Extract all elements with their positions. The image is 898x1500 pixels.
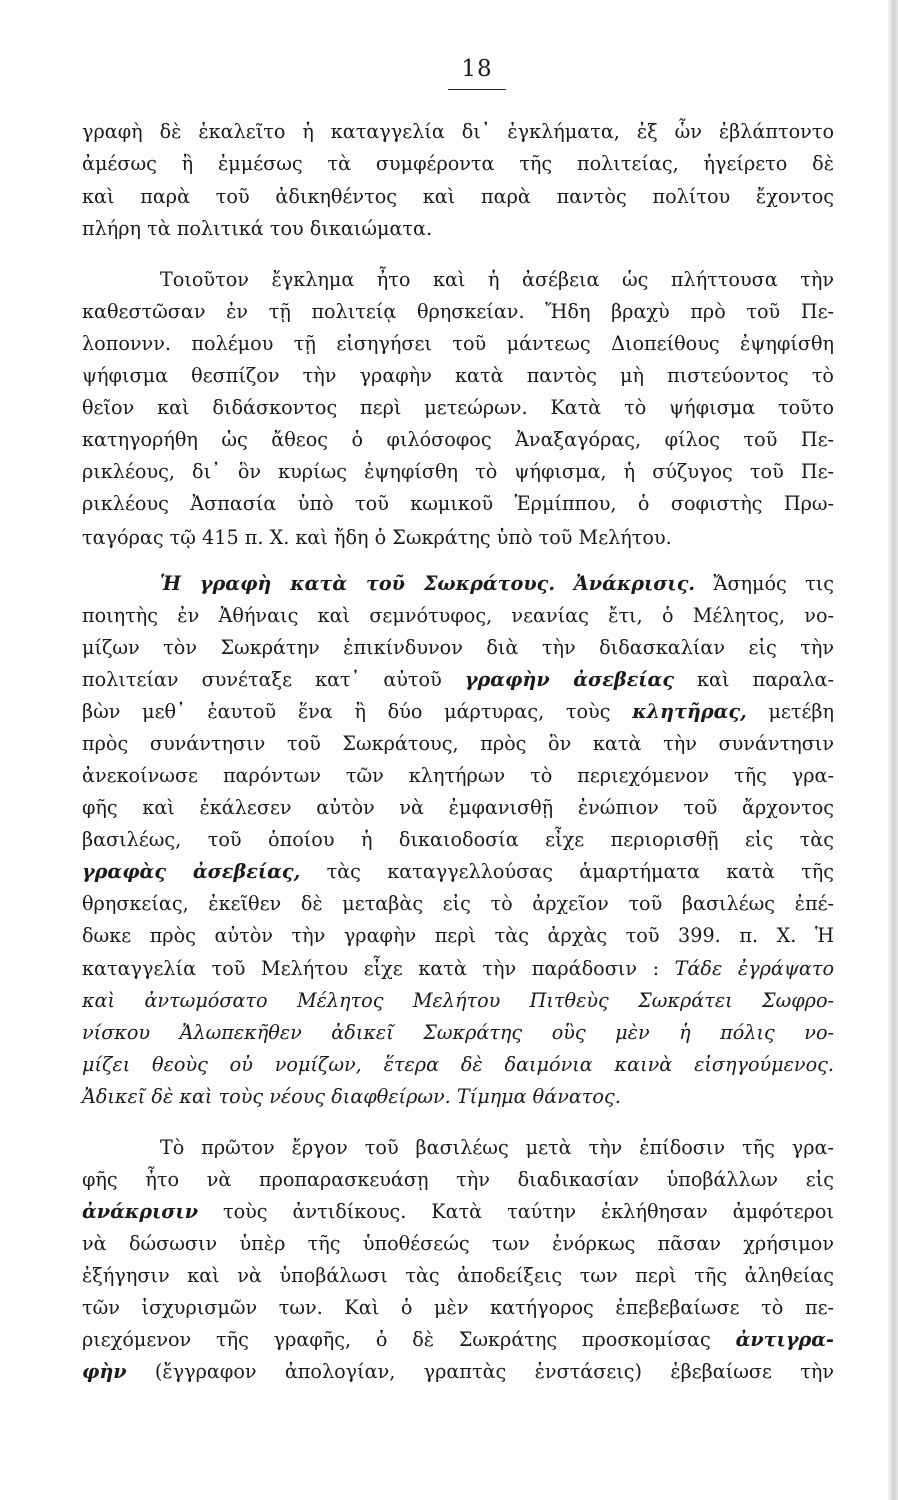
text-line bbox=[160, 264, 834, 296]
text-run: τοὺς ἀντιδίκους. Κατὰ ταύτην ἐκλήθησαν ἀμφότεροι bbox=[198, 1200, 834, 1223]
text-line bbox=[82, 456, 834, 488]
emphasized-term: Ἡ γραφὴ κατὰ τοῦ Σωκράτους. Ἀνάκρισις. bbox=[160, 572, 696, 595]
text-run: πρὸς συνάντησιν τοῦ Σωκράτους, πρὸς ὃν κατὰ τὴν συνάντησιν bbox=[82, 732, 834, 755]
text-run: γραφὴ δὲ ἐκαλεῖτο ἡ καταγγελία δι᾿ ἐγκλήματα, ἐξ ὧν ἐβλάπτοντο bbox=[82, 120, 834, 143]
text-run: καὶ παρὰ τοῦ ἀδικηθέντος καὶ παρὰ παντὸς πολίτου ἔχοντος bbox=[82, 185, 834, 208]
text-line bbox=[82, 632, 834, 664]
text-line bbox=[82, 328, 834, 360]
text-line bbox=[82, 760, 834, 792]
text-line bbox=[82, 360, 834, 392]
text-line bbox=[82, 424, 834, 456]
text-line bbox=[82, 1017, 834, 1049]
text-run: καθεστῶσαν ἐν τῇ πολιτείᾳ θρησκείαν. Ἤδη βραχὺ πρὸ τοῦ Πε- bbox=[82, 300, 834, 323]
text-run: ταγόρας τῷ 415 π. Χ. καὶ ἤδη ὁ Σωκράτης ὑπὸ τοῦ Μελήτου. bbox=[82, 526, 672, 549]
text-run: τῶν ἰσχυρισμῶν των. Καὶ ὁ μὲν κατήγορος ἐπεβεβαίωσε τὸ πε- bbox=[82, 1296, 834, 1319]
text-run: κατηγορήθη ὡς ἄθεος ὁ φιλόσοφος Ἀναξαγόρας, φίλος τοῦ Πε- bbox=[82, 428, 834, 451]
text-line bbox=[82, 600, 834, 632]
text-line bbox=[82, 296, 834, 328]
text-line bbox=[82, 1196, 834, 1228]
text-run: βὼν μεθ᾿ ἑαυτοῦ ἕνα ἢ δύο μάρτυρας, τοὺς bbox=[82, 700, 633, 723]
text-run: βασιλέως, τοῦ ὁποίου ἡ δικαιοδοσία εἶχε περιορισθῇ εἰς τὰς bbox=[82, 828, 834, 851]
text-run: πλήρη τὰ πολιτικά του δικαιώματα. bbox=[82, 217, 433, 240]
text-line bbox=[82, 116, 834, 148]
text-line bbox=[82, 148, 834, 180]
text-run: καταγγελία τοῦ Μελήτου εἶχε κατὰ τὴν παράδοσιν : bbox=[82, 957, 675, 980]
text-line bbox=[82, 488, 834, 520]
page-edge-shadow bbox=[888, 0, 898, 1500]
text-run: Ἄσημός τις bbox=[695, 572, 834, 595]
text-line bbox=[82, 824, 834, 856]
text-line bbox=[82, 953, 834, 985]
text-run: λοποννν. πολέμου τῇ εἰσηγήσει τοῦ μάντεως Διοπείθους ἐψηφίσθη bbox=[82, 332, 834, 355]
text-line bbox=[82, 856, 834, 888]
text-line bbox=[82, 1228, 834, 1260]
text-line bbox=[82, 392, 834, 424]
quoted-indictment: καὶ ἀντωμόσατο Μέλητος Μελήτου Πιτθεὺς Σωκράτει Σωφρο- bbox=[82, 989, 834, 1012]
text-run: θεῖον καὶ διδάσκοντος περὶ μετεώρων. Κατὰ τὸ ψήφισμα τοῦτο bbox=[82, 396, 834, 419]
text-line bbox=[82, 522, 834, 554]
text-line bbox=[82, 728, 834, 760]
text-line bbox=[82, 920, 834, 952]
text-line bbox=[82, 1324, 834, 1356]
text-run: ψήφισμα θεσπίζον τὴν γραφὴν κατὰ παντὸς μὴ πιστεύοντος τὸ bbox=[82, 364, 834, 387]
emphasized-term: κλητῆρας, bbox=[632, 700, 747, 723]
text-run: ρικλέους, δι᾿ ὃν κυρίως ἐψηφίσθη τὸ ψήφισμα, ἡ σύζυγος τοῦ Πε- bbox=[82, 460, 834, 483]
quoted-indictment: Τάδε ἐγράψατο bbox=[674, 957, 835, 980]
text-run: ἀμέσως ἢ ἐμμέσως τὰ συμφέροντα τῆς πολιτείας, ἠγείρετο δὲ bbox=[82, 152, 834, 175]
text-line bbox=[82, 213, 834, 245]
text-run: μίζων τὸν Σωκράτην ἐπικίνδυνον διὰ τὴν διδασκαλίαν εἰς τὴν bbox=[82, 636, 834, 659]
text-run: θρησκείας, ἐκεῖθεν δὲ μεταβὰς εἰς τὸ ἀρχεῖον τοῦ βασιλέως ἐπέ- bbox=[82, 892, 834, 915]
text-run: φῆς καὶ ἐκάλεσεν αὐτὸν νὰ ἐμφανισθῇ ἐνώπιον τοῦ ἄρχοντος bbox=[82, 796, 834, 819]
text-run: δωκε πρὸς αὐτὸν τὴν γραφὴν περὶ τὰς ἀρχὰς τοῦ 399. π. Χ. Ἡ bbox=[82, 924, 834, 947]
text-line bbox=[82, 696, 834, 728]
emphasized-term: φὴν bbox=[82, 1360, 127, 1383]
text-run: ποιητὴς ἐν Ἀθήναις καὶ σεμνότυφος, νεανίας ἔτι, ὁ Μέλητος, νο- bbox=[82, 604, 834, 627]
text-run: ρικλέους Ἀσπασία ὑπὸ τοῦ κωμικοῦ Ἑρμίππου, ὁ σοφιστὴς Πρω- bbox=[82, 492, 834, 515]
text-run: φῆς ἦτο νὰ προπαρασκευάσῃ τὴν διαδικασίαν ὑποβάλλων εἰς bbox=[82, 1168, 834, 1191]
text-run: νὰ δώσωσιν ὑπὲρ τῆς ὑποθέσεώς των ἐνόρκως πᾶσαν χρήσιμον bbox=[82, 1232, 834, 1255]
text-run: τὰς καταγγελλούσας ἁμαρτήματα κατὰ τῆς bbox=[300, 860, 834, 883]
emphasized-term: ἀνάκρισιν bbox=[82, 1200, 199, 1223]
page-number: 18 bbox=[461, 56, 493, 82]
text-line bbox=[82, 888, 834, 920]
quoted-indictment: νίσκου Ἀλωπεκῆθεν ἀδικεῖ Σωκράτης οὓς μὲν ἡ πόλις νο- bbox=[82, 1021, 834, 1044]
emphasized-term: ἀντιγρα- bbox=[735, 1328, 834, 1351]
emphasized-term: γραφὰς ἀσεβείας, bbox=[82, 860, 301, 883]
text-line bbox=[82, 1260, 834, 1292]
text-line bbox=[82, 792, 834, 824]
text-line bbox=[160, 1132, 834, 1164]
text-line bbox=[82, 985, 834, 1017]
quoted-indictment: μίζει θεοὺς οὐ νομίζων, ἕτερα δὲ δαιμόνια καινὰ εἰσηγούμενος. bbox=[82, 1053, 834, 1076]
text-run: πολιτείαν συνέταξε κατ᾿ αὐτοῦ bbox=[82, 668, 465, 691]
text-run: ἐξήγησιν καὶ νὰ ὑποβάλωσι τὰς ἀποδείξεις των περὶ τῆς ἀληθείας bbox=[82, 1264, 834, 1287]
text-line bbox=[82, 1164, 834, 1196]
text-run: (ἔγγραφον ἀπολογίαν, γραπτὰς ἐνστάσεις) ἐβεβαίωσε τὴν bbox=[126, 1360, 834, 1383]
text-run: Τὸ πρῶτον ἔργον τοῦ βασιλέως μετὰ τὴν ἐπίδοσιν τῆς γρα- bbox=[160, 1136, 834, 1159]
emphasized-term: γραφὴν ἀσεβείας bbox=[464, 668, 674, 691]
page-number-rule bbox=[448, 89, 506, 90]
quoted-indictment: Ἀδικεῖ δὲ καὶ τοὺς νέους διαφθείρων. Τίμημα θάνατος. bbox=[82, 1085, 621, 1108]
text-line bbox=[160, 568, 834, 600]
text-run: Τοιοῦτον ἔγκλημα ἦτο καὶ ἡ ἀσέβεια ὡς πλήττουσα τὴν bbox=[160, 268, 834, 291]
text-line bbox=[82, 1356, 834, 1388]
text-line bbox=[82, 1081, 834, 1113]
text-line bbox=[82, 1292, 834, 1324]
text-run: ἀνεκοίνωσε παρόντων τῶν κλητήρων τὸ περιεχόμενον τῆς γρα- bbox=[82, 764, 834, 787]
text-line bbox=[82, 181, 834, 213]
text-line bbox=[82, 1049, 834, 1081]
text-line bbox=[82, 664, 834, 696]
text-run: ριεχόμενον τῆς γραφῆς, ὁ δὲ Σωκράτης προσκομίσας bbox=[82, 1328, 736, 1351]
text-run: καὶ παραλα- bbox=[674, 668, 834, 691]
text-run: μετέβη bbox=[746, 700, 834, 723]
